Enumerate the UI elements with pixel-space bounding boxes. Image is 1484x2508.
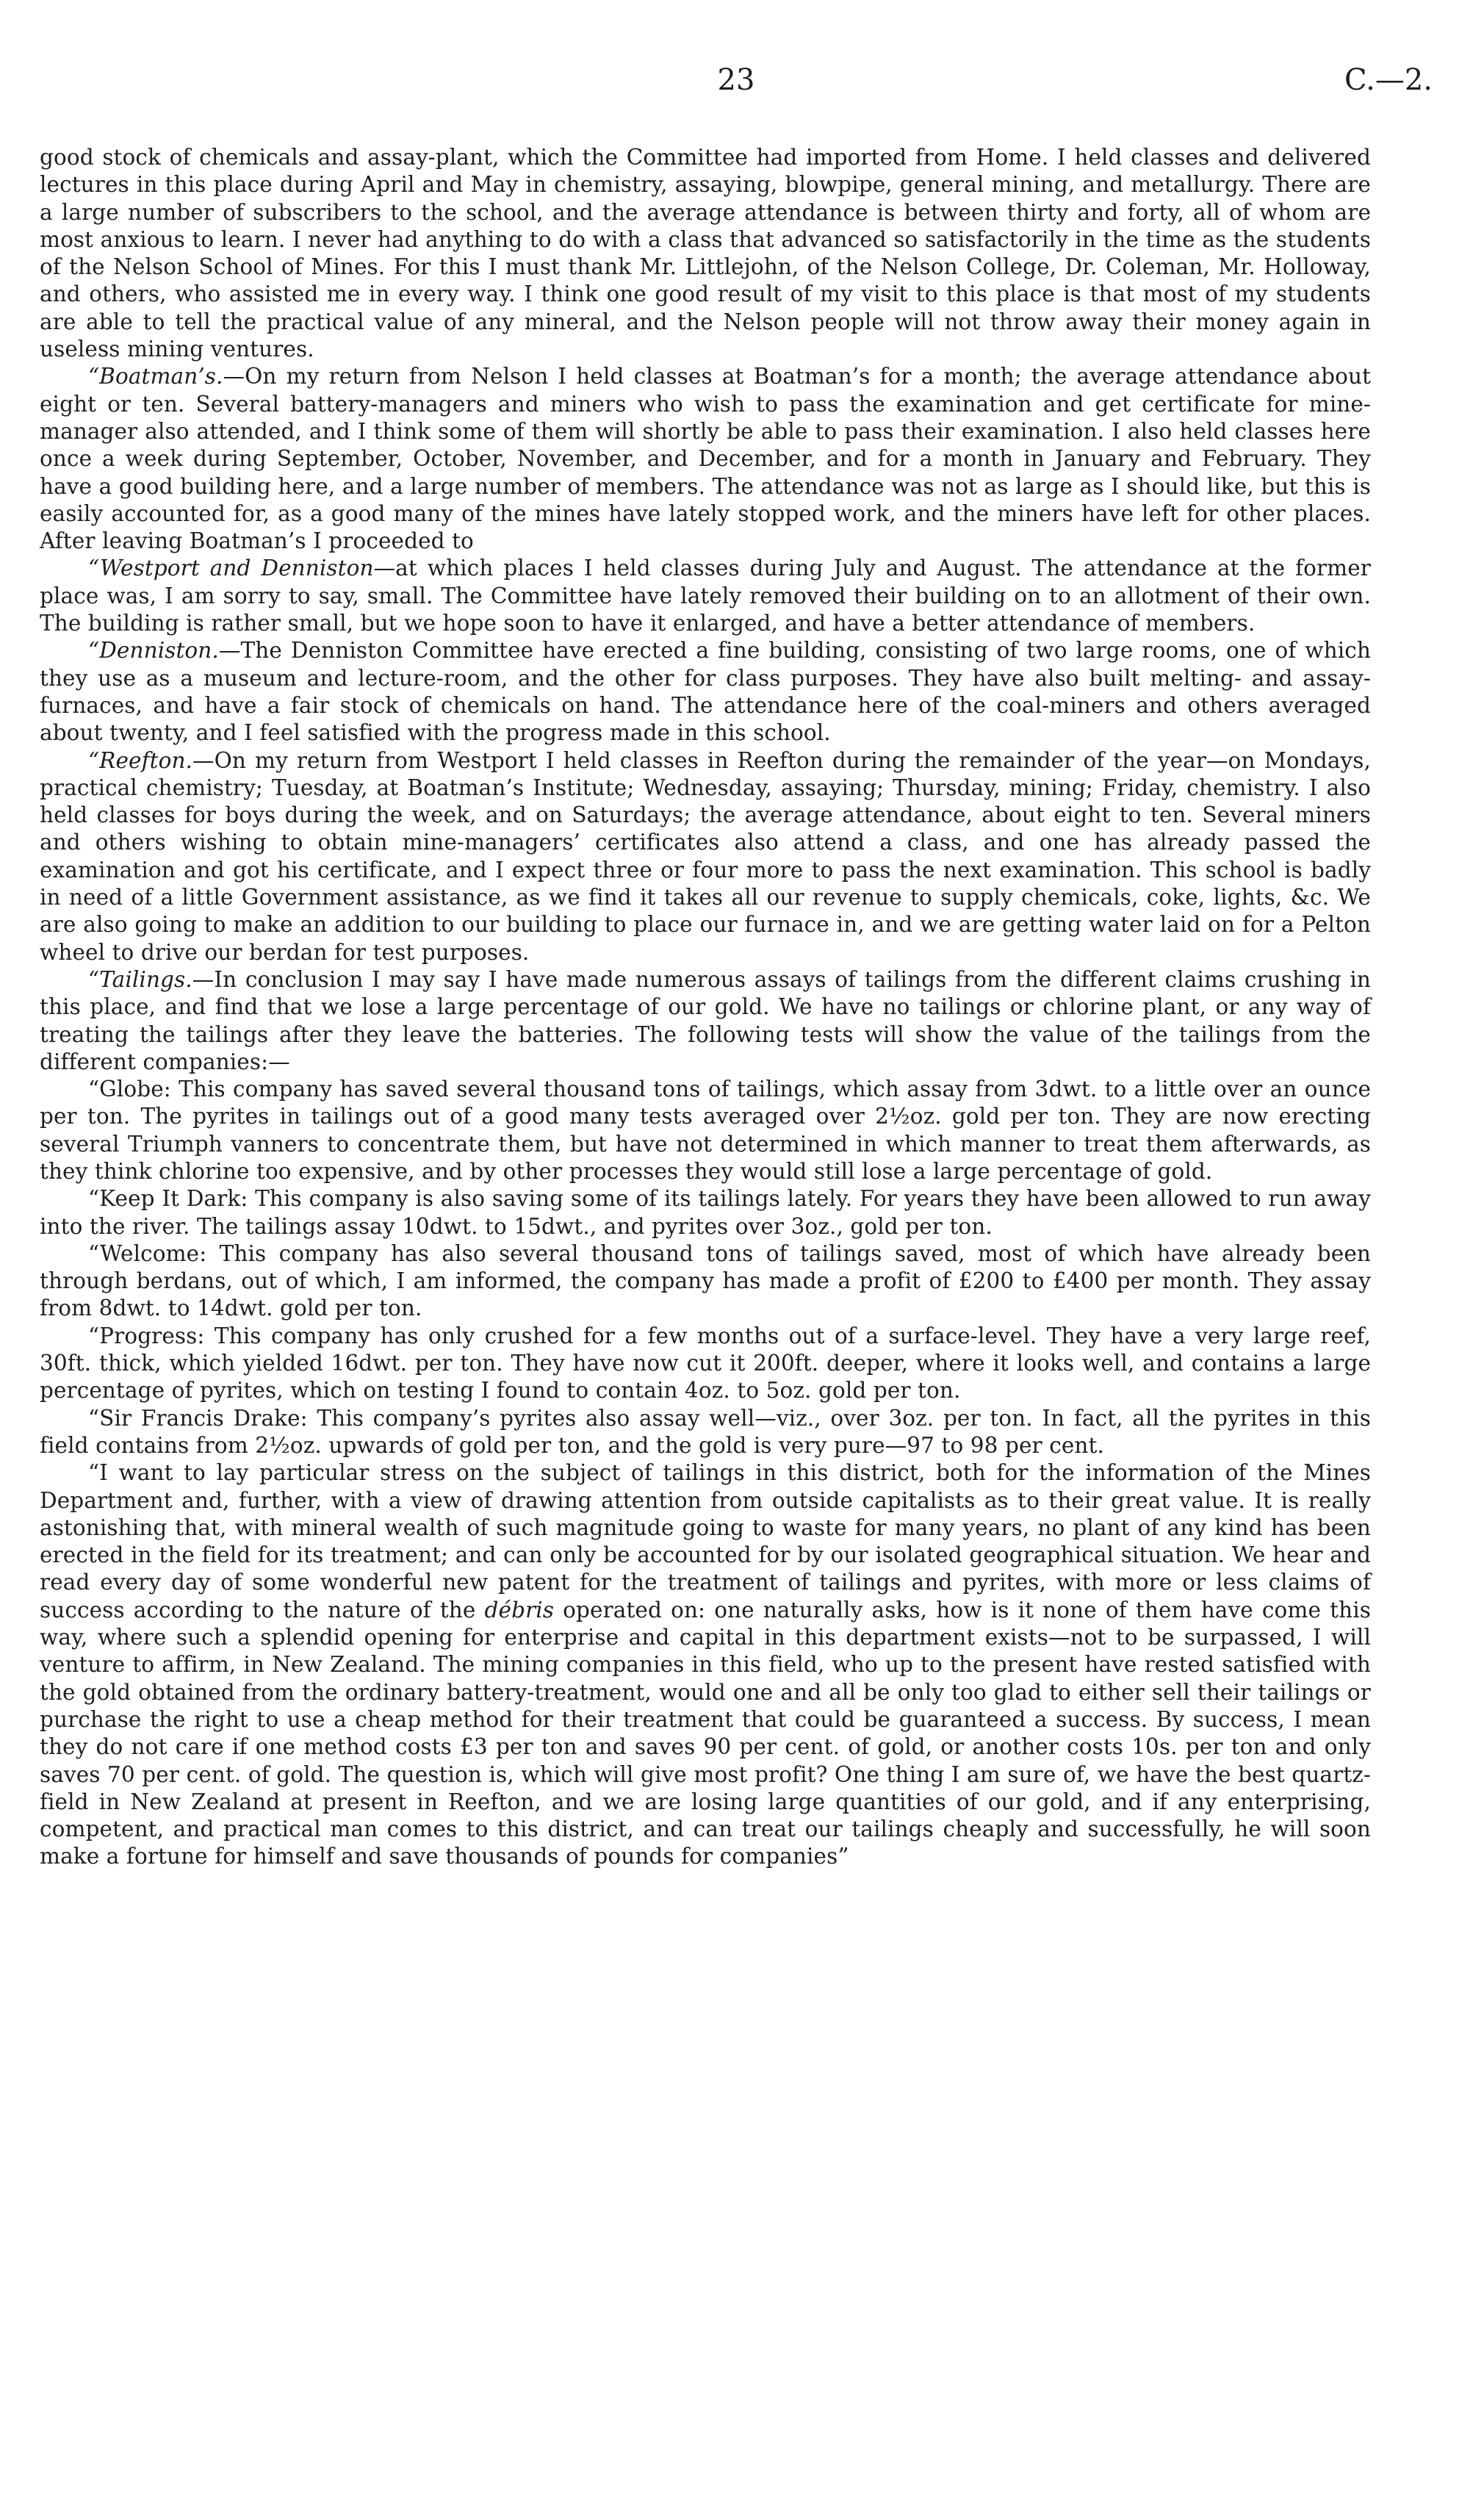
section-heading-boatmans: “Boatman’s. [88, 364, 223, 389]
paragraph-text: —The Denniston Committee have erected a fine building, consisting of two large rooms, one of which they use as a museum and lecture-room, and the other for class purposes. They have also built melting- and assay-furnaces, and have a fair stock of chemicals on hand. The attendance here of the coal-miners and others averaged about twenty, and I feel satisfied with the progress made in this school. [40, 638, 1371, 746]
italic-term: débris [484, 1597, 555, 1623]
page-number: 23 [717, 63, 755, 97]
paragraph-nelson-school: good stock of chemicals and assay-plant, which the Committee had imported from Home. I held classes and delivered lectures in this place during April and May in chemistry, assaying, blowpipe, general mining, and metallurgy. There are a large number of subscribers to the school, and the average attendance is between thirty and forty, all of whom are most anxious to learn. I never had anything to do with a class that advanced so satisfactorily in the time as the students of the Nelson School of Mines. For this I must thank Mr. Littlejohn, of the Nelson College, Dr. Coleman, Mr. Holloway, and others, who assisted me in every way. I think one good result of my visit to this place is that most of my students are able to tell the practical value of any mineral, and the Nelson people will not throw away their money again in useless mining ventures. [40, 145, 1371, 362]
paragraph-welcome: “Welcome: This company has also several thousand tons of tailings saved, most of which have already been through berdans, out of which, I am informed, the company has made a profit of £200 to £400 per month. They assay from 8dwt. to 14dwt. gold per ton. [40, 1240, 1371, 1321]
paragraph-reefton [40, 747, 1371, 966]
paper-reference: C.—2. [1344, 63, 1433, 97]
document-body [40, 144, 1371, 1871]
paragraph-tailings [40, 966, 1371, 1076]
paragraph-text: —at which places I held classes during July and August. The attendance at the former place was, I am sorry to say, small. The Committee have lately removed their building on to an allotment of their own. The building is rather small, but we hope soon to have it enlarged, and have a better attendance of members. [40, 556, 1371, 636]
paragraph-text: —On my return from Westport I held classes in Reefton during the remainder of the year—on Mondays, practical chemistry; Tuesday, at Boatman’s Institute; Wednesday, assaying; Thursday, mining; Friday, chemistry. I also held classes for boys during the week, and on Saturdays; the average attendance, about eight to ten. Several miners and others wishing to obtain mine-managers’ certificates also attend a class, and one has already passed the examination and got his certificate, and I expect three or four more to pass the next examination. This school is badly in need of a little Government assistance, as we find it takes all our revenue to supply chemicals, coke, lights, &c. We are also going to make an addition to our building to place our furnace in, and we are getting water laid on for a Pelton wheel to drive our berdan for test purposes. [40, 747, 1371, 965]
paragraph-closing-remarks [40, 1459, 1371, 1870]
paragraph-keep-it-dark: “Keep It Dark: This company is also saving some of its tailings lately. For years they have been allowed to run away into the river. The tailings assay 10dwt. to 15dwt., and pyrites over 3oz., gold per ton. [40, 1186, 1371, 1239]
paragraph-sir-francis-drake: “Sir Francis Drake: This company’s pyrites also assay well—viz., over 3oz. per ton. In fact, all the pyrites in this field contains from 2½oz. upwards of gold per ton, and the gold is very pure—97 to 98 per cent. [40, 1405, 1371, 1458]
paragraph-boatmans [40, 363, 1371, 555]
paragraph-text: —In conclusion I may say I have made numerous assays of tailings from the different claims crushing in this place, and find that we lose a large percentage of our gold. We have no tailings or chlorine plant, or any way of treating the tailings after they leave the batteries. The following tests will show the value of the tailings from the different companies:— [40, 966, 1371, 1074]
paragraph-text: operated on: one naturally asks, how is it none of them have come this way, where such a splendid opening for enterprise and capital in this department exists—not to be surpassed, I will venture to affirm, in New Zealand. The mining companies in this field, who up to the present have rested satisfied with the gold obtained from the ordinary battery-treatment, would one and all be only too glad to either sell their tailings or purchase the right to use a cheap method for their treatment that could be guaranteed a success. By success, I mean they do not care if one method costs £3 per ton and saves 90 per cent. of gold, or another costs 10s. per ton and only saves 70 per cent. of gold. The question is, which will give most profit? One thing I am sure of, we have the best quartz-field in New Zealand at present in Reefton, and we are losing large quantities of our gold, and if any enterprising, competent, and practical man comes to this district, and can treat our tailings cheaply and successfully, he will soon make a fortune for himself and save thousands of pounds for companies” [40, 1597, 1371, 1869]
section-heading-tailings: “Tailings. [88, 966, 192, 992]
paragraph-progress: “Progress: This company has only crushed for a few months out of a surface-level. They have a very large reef, 30ft. thick, which yielded 16dwt. per ton. They have now cut it 200ft. deeper, where it looks well, and contains a large percentage of pyrites, which on testing I found to contain 4oz. to 5oz. gold per ton. [40, 1323, 1371, 1404]
section-heading-westport: “Westport and Denniston [88, 556, 374, 581]
section-heading-reefton: “Reefton. [88, 747, 193, 773]
section-heading-denniston: “Denniston. [88, 638, 219, 664]
paragraph-text: —On my return from Nelson I held classes at Boatman’s for a month; the average attendance about eight or ten. Several battery-managers and miners who wish to pass the examination and get certificate for mine-manager also attended, and I think some of them will shortly be able to pass their examination. I also held classes here once a week during September, October, November, and December, and for a month in January and February. They have a good building here, and a large number of members. The attendance was not as large as I should like, but this is easily accounted for, as a good many of the mines have lately stopped work, and the miners have left for other places. After leaving Boatman’s I proceeded to [40, 364, 1371, 554]
paragraph-text: “I want to lay particular stress on the subject of tailings in this district, both for the information of the Mines Department and, further, with a view of drawing attention from outside capitalists as to their great value. It is really astonishing that, with mineral wealth of such magnitude going to waste for many years, no plant of any kind has been erected in the field for its treatment; and can only be accounted for by our isolated geographical situation. We hear and read every day of some wonderful new patent for the treatment of tailings and pyrites, with more or less claims of success according to the nature of the [40, 1460, 1371, 1623]
page-header [40, 63, 1433, 107]
paragraph-denniston [40, 637, 1371, 747]
paragraph-westport [40, 555, 1371, 637]
paragraph-globe: “Globe: This company has saved several thousand tons of tailings, which assay from 3dwt. to a little over an ounce per ton. The pyrites in tailings out of a good many tests averaged over 2½oz. gold per ton. They are now erecting several Triumph vanners to concentrate them, but have not determined in which manner to treat them afterwards, as they think chlorine too expensive, and by other processes they would still lose a large percentage of gold. [40, 1077, 1371, 1184]
